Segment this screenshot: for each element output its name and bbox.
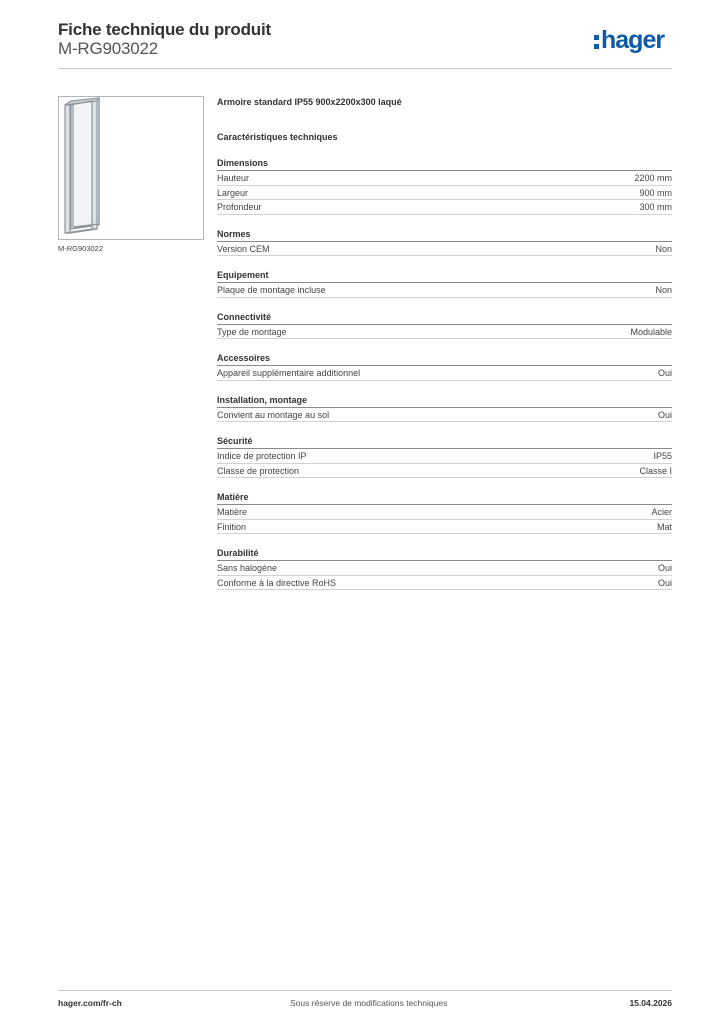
spec-section [217,547,672,590]
spec-label: Classe de protection [217,465,300,476]
spec-row [217,200,672,215]
image-caption: M-RG903022 [58,244,104,253]
spec-row [217,325,672,340]
section-title: Durabilité [217,547,672,561]
spec-sections [217,157,672,590]
spec-label: Plaque de montage incluse [217,285,326,295]
spec-label: Profondeur [217,202,262,212]
spec-section [217,157,672,215]
spec-row [217,464,672,479]
spec-section [217,352,672,381]
section-title: Accessoires [217,352,672,366]
spec-value: Modulable [630,326,672,337]
spec-label: Version CEM [217,243,270,254]
spec-value: Oui [657,577,672,588]
spec-value: Classe I [639,465,672,476]
spec-value: 900 mm [639,187,672,198]
section-title: Sécurité [217,435,672,449]
section-title: Dimensions [217,157,672,171]
spec-label: Indice de protection IP [217,451,307,461]
spec-content [217,96,672,590]
spec-row [217,505,672,520]
spec-section [217,311,672,340]
product-image [58,96,204,240]
spec-value: Oui [657,563,672,573]
spec-label: Largeur [217,187,249,198]
logo-text: hager [601,26,665,54]
spec-row [217,186,672,201]
spec-row [217,408,672,423]
spec-value: Non [655,285,672,295]
spec-value: Non [655,243,672,254]
spec-section [217,269,672,298]
spec-value: 2200 mm [634,173,672,183]
spec-row [217,366,672,381]
logo-colon-icon [594,35,599,53]
product-reference: M-RG903022 [58,39,159,58]
page-title: Fiche technique du produit [58,20,271,39]
section-title: Installation, montage [217,394,672,408]
spec-row [217,520,672,535]
spec-section [217,394,672,423]
spec-row [217,576,672,591]
section-title: Matière [217,491,672,505]
spec-label: Hauteur [217,173,250,183]
spec-label: Type de montage [217,326,287,337]
spec-label: Convient au montage au sol [217,409,330,420]
spec-row [217,171,672,186]
spec-value: IP55 [653,451,672,461]
spec-label: Sans halogène [217,563,278,573]
header-divider [58,68,672,69]
footer-website: hager.com/fr-ch [58,998,122,1008]
spec-row [217,283,672,298]
section-title: Normes [217,228,672,242]
spec-value: Mat [656,521,672,532]
spec-value: Oui [657,409,672,420]
spec-row [217,449,672,464]
spec-label: Conforme à la directive RoHS [217,577,337,588]
spec-row [217,561,672,576]
spec-value: Oui [657,368,672,378]
tech-characteristics-title: Caractéristiques techniques [217,132,338,142]
spec-label: Finition [217,521,247,532]
section-title: Connectivité [217,311,672,325]
spec-section [217,228,672,257]
spec-section [217,491,672,534]
spec-label: Appareil supplémentaire additionnel [217,368,361,378]
footer-disclaimer: Sous réserve de modifications techniques [290,998,448,1008]
section-title: Equipement [217,269,672,283]
spec-value: 300 mm [639,202,672,212]
spec-label: Matière [217,507,248,517]
hager-logo [592,26,676,56]
footer-date: 15.04.2026 [629,998,672,1008]
cabinet-frame-icon [59,97,203,239]
spec-row [217,242,672,257]
footer-divider [58,990,672,991]
spec-section [217,435,672,478]
product-name: Armoire standard IP55 900x2200x300 laqué [217,97,402,107]
spec-value: Acier [651,507,672,517]
